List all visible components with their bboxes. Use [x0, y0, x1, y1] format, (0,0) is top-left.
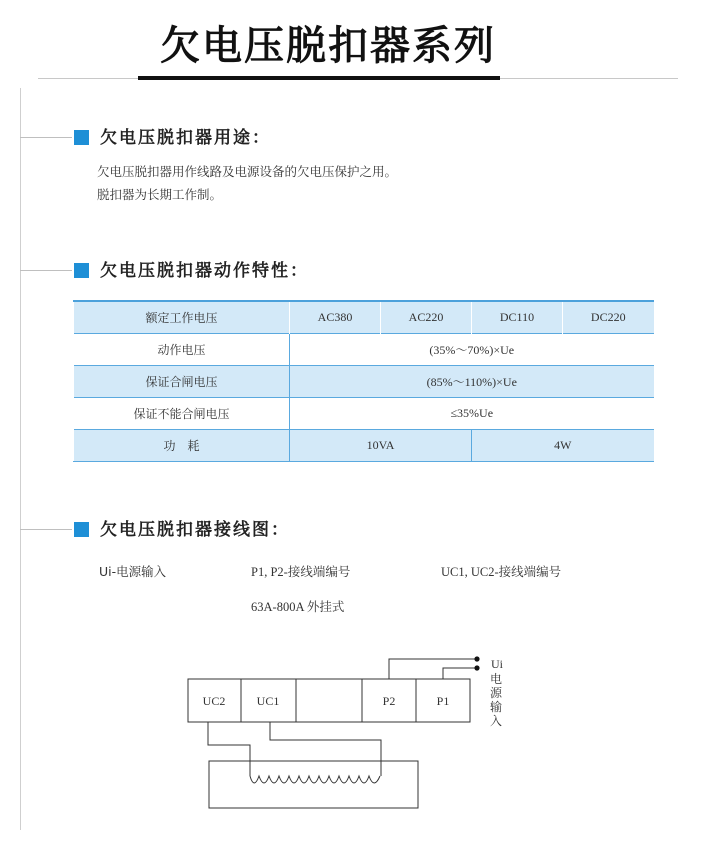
usage-line-1: 欠电压脱扣器用作线路及电源设备的欠电压保护之用。	[97, 164, 398, 179]
wiring-subtitle: 63A-800A 外挂式	[251, 600, 345, 614]
characteristics-heading: 欠电压脱扣器动作特性：	[100, 261, 309, 281]
ui-caption-char: 入	[489, 714, 503, 728]
usage-line-2: 脱扣器为长期工作制。	[97, 187, 223, 202]
ui-caption-char: 输	[489, 700, 503, 714]
terminal-block	[188, 679, 470, 722]
ui-terminal-node	[474, 656, 479, 661]
coil-box	[209, 761, 418, 808]
table-row-label: 保证合闸电压	[74, 366, 290, 398]
terminal-label-uc2: UC2	[202, 694, 226, 708]
terminal-label-p1: P1	[436, 694, 450, 708]
table-cell: 10VA	[290, 430, 472, 462]
legend-uc1-uc2: UC1, UC2-接线端编号	[441, 565, 562, 579]
table-row-label: 功 耗	[74, 430, 290, 462]
table-cell: (35%～70%)×Ue	[290, 334, 654, 366]
terminal-label-uc1: UC1	[256, 694, 280, 708]
table-row-label: 保证不能合闸电压	[74, 398, 290, 430]
table-cell: ≤35%Ue	[290, 398, 654, 430]
table-cell: DC220	[563, 301, 654, 334]
legend-p1-p2: P1, P2-接线端编号	[251, 565, 351, 579]
table-row-label: 动作电压	[74, 334, 290, 366]
ui-caption-char: 电	[489, 672, 503, 686]
table-row-label: 额定工作电压	[74, 301, 290, 334]
ui-caption-char: 源	[489, 686, 503, 700]
terminal-label-p2: P2	[382, 694, 396, 708]
coil-winding	[250, 776, 380, 783]
usage-heading: 欠电压脱扣器用途：	[100, 128, 271, 148]
ui-label: Ui	[491, 657, 503, 671]
legend-ui: Ui-电源输入	[99, 564, 167, 579]
table-cell: DC110	[472, 301, 563, 334]
page-title: 欠电压脱扣器系列	[160, 23, 496, 69]
table-cell: AC380	[290, 301, 381, 334]
table-cell: AC220	[381, 301, 472, 334]
wiring-heading: 欠电压脱扣器接线图：	[100, 520, 290, 540]
ui-terminal-node	[474, 665, 479, 670]
table-cell: 4W	[472, 430, 654, 462]
table-cell: (85%～110%)×Ue	[290, 366, 654, 398]
